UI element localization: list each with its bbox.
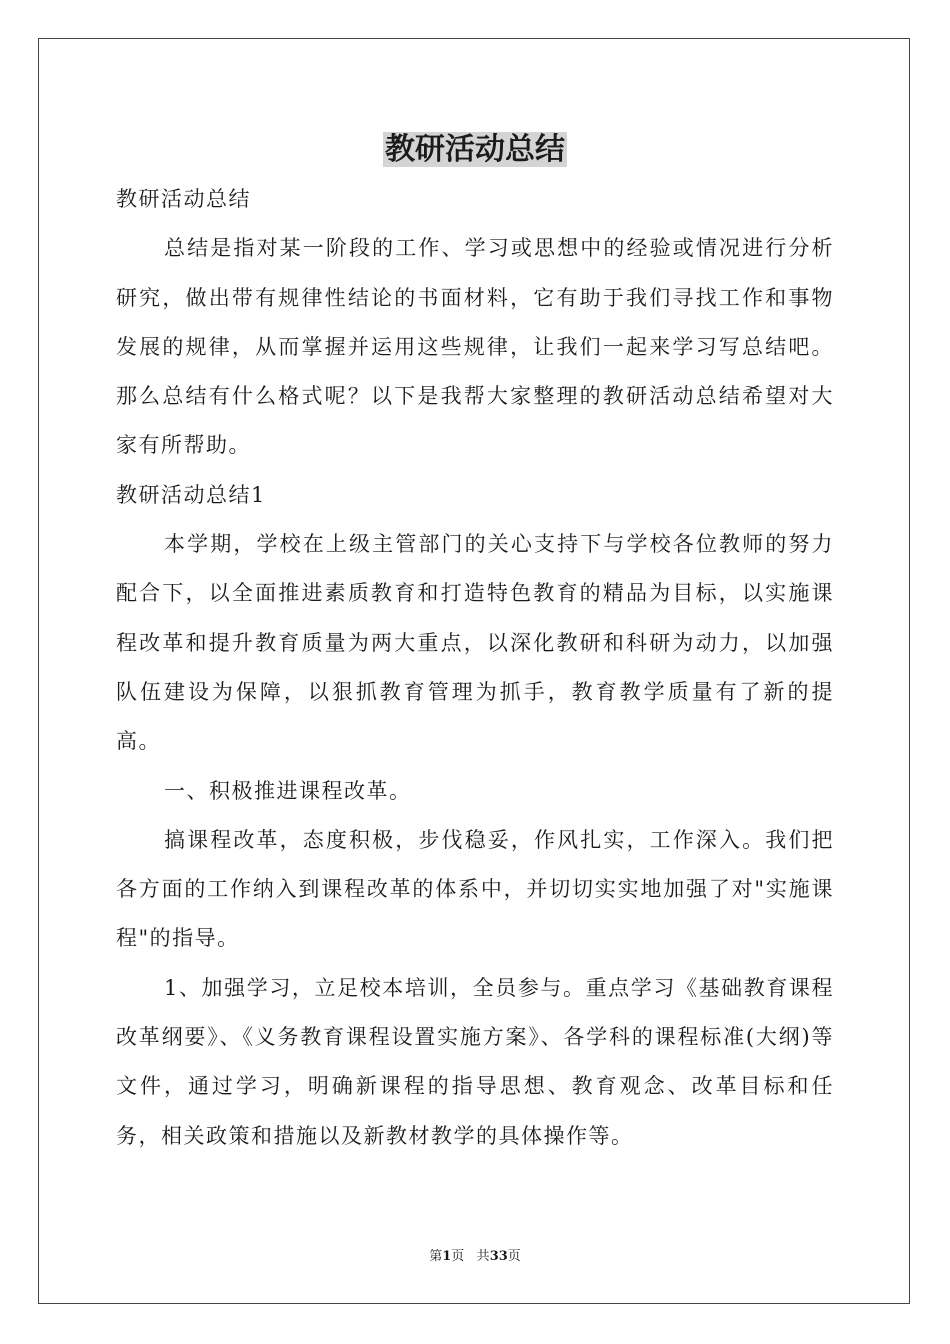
total-suffix: 页 (507, 1249, 521, 1264)
body-paragraph: 搞课程改革，态度积极，步伐稳妥，作风扎实，工作深入。我们把各方面的工作纳入到课程改革的体系中，并切切实实地加强了对"实施课程"的指导。 (116, 827, 834, 951)
body-paragraph: 1、加强学习，立足校本培训，全员参与。重点学习《基础教育课程改革纲要》、《义务教育课程设置实施方案》、各学科的课程标准(大纲)等文件，通过学习，明确新课程的指导思想、教育观念、改革目标和任务，相关政策和措施以及新教材教学的具体操作等。 (116, 975, 834, 1148)
page-prefix: 第 (429, 1249, 443, 1264)
document-title (0, 128, 950, 172)
page-suffix: 页 (451, 1249, 465, 1264)
subtitle-paragraph: 教研活动总结 (116, 187, 251, 211)
subsection-heading: 一、积极推进课程改革。 (164, 778, 412, 803)
page-number: 1 (442, 1249, 452, 1264)
page-footer (0, 1248, 950, 1266)
total-prefix: 共 (476, 1249, 490, 1264)
intro-paragraph: 总结是指对某一阶段的工作、学习或思想中的经验或情况进行分析研究，做出带有规律性结论的书面材料，它有助于我们寻找工作和事物发展的规律，从而掌握并运用这些规律，让我们一起来学习写总结吧。那么总结有什么格式呢？以下是我帮大家整理的教研活动总结希望对大家有所帮助。 (116, 236, 834, 458)
document-body (116, 175, 834, 1161)
document-title-text: 教研活动总结 (385, 132, 565, 167)
body-paragraph: 本学期，学校在上级主管部门的关心支持下与学校各位教师的努力配合下，以全面推进素质教育和打造特色教育的精品为目标，以实施课程改革和提升教育质量为两大重点，以深化教研和科研为动力，以加强队伍建设为保障，以狠抓教育管理为抓手，教育教学质量有了新的提高。 (116, 532, 834, 754)
total-pages: 33 (489, 1249, 508, 1264)
section-heading: 教研活动总结1 (116, 482, 266, 507)
